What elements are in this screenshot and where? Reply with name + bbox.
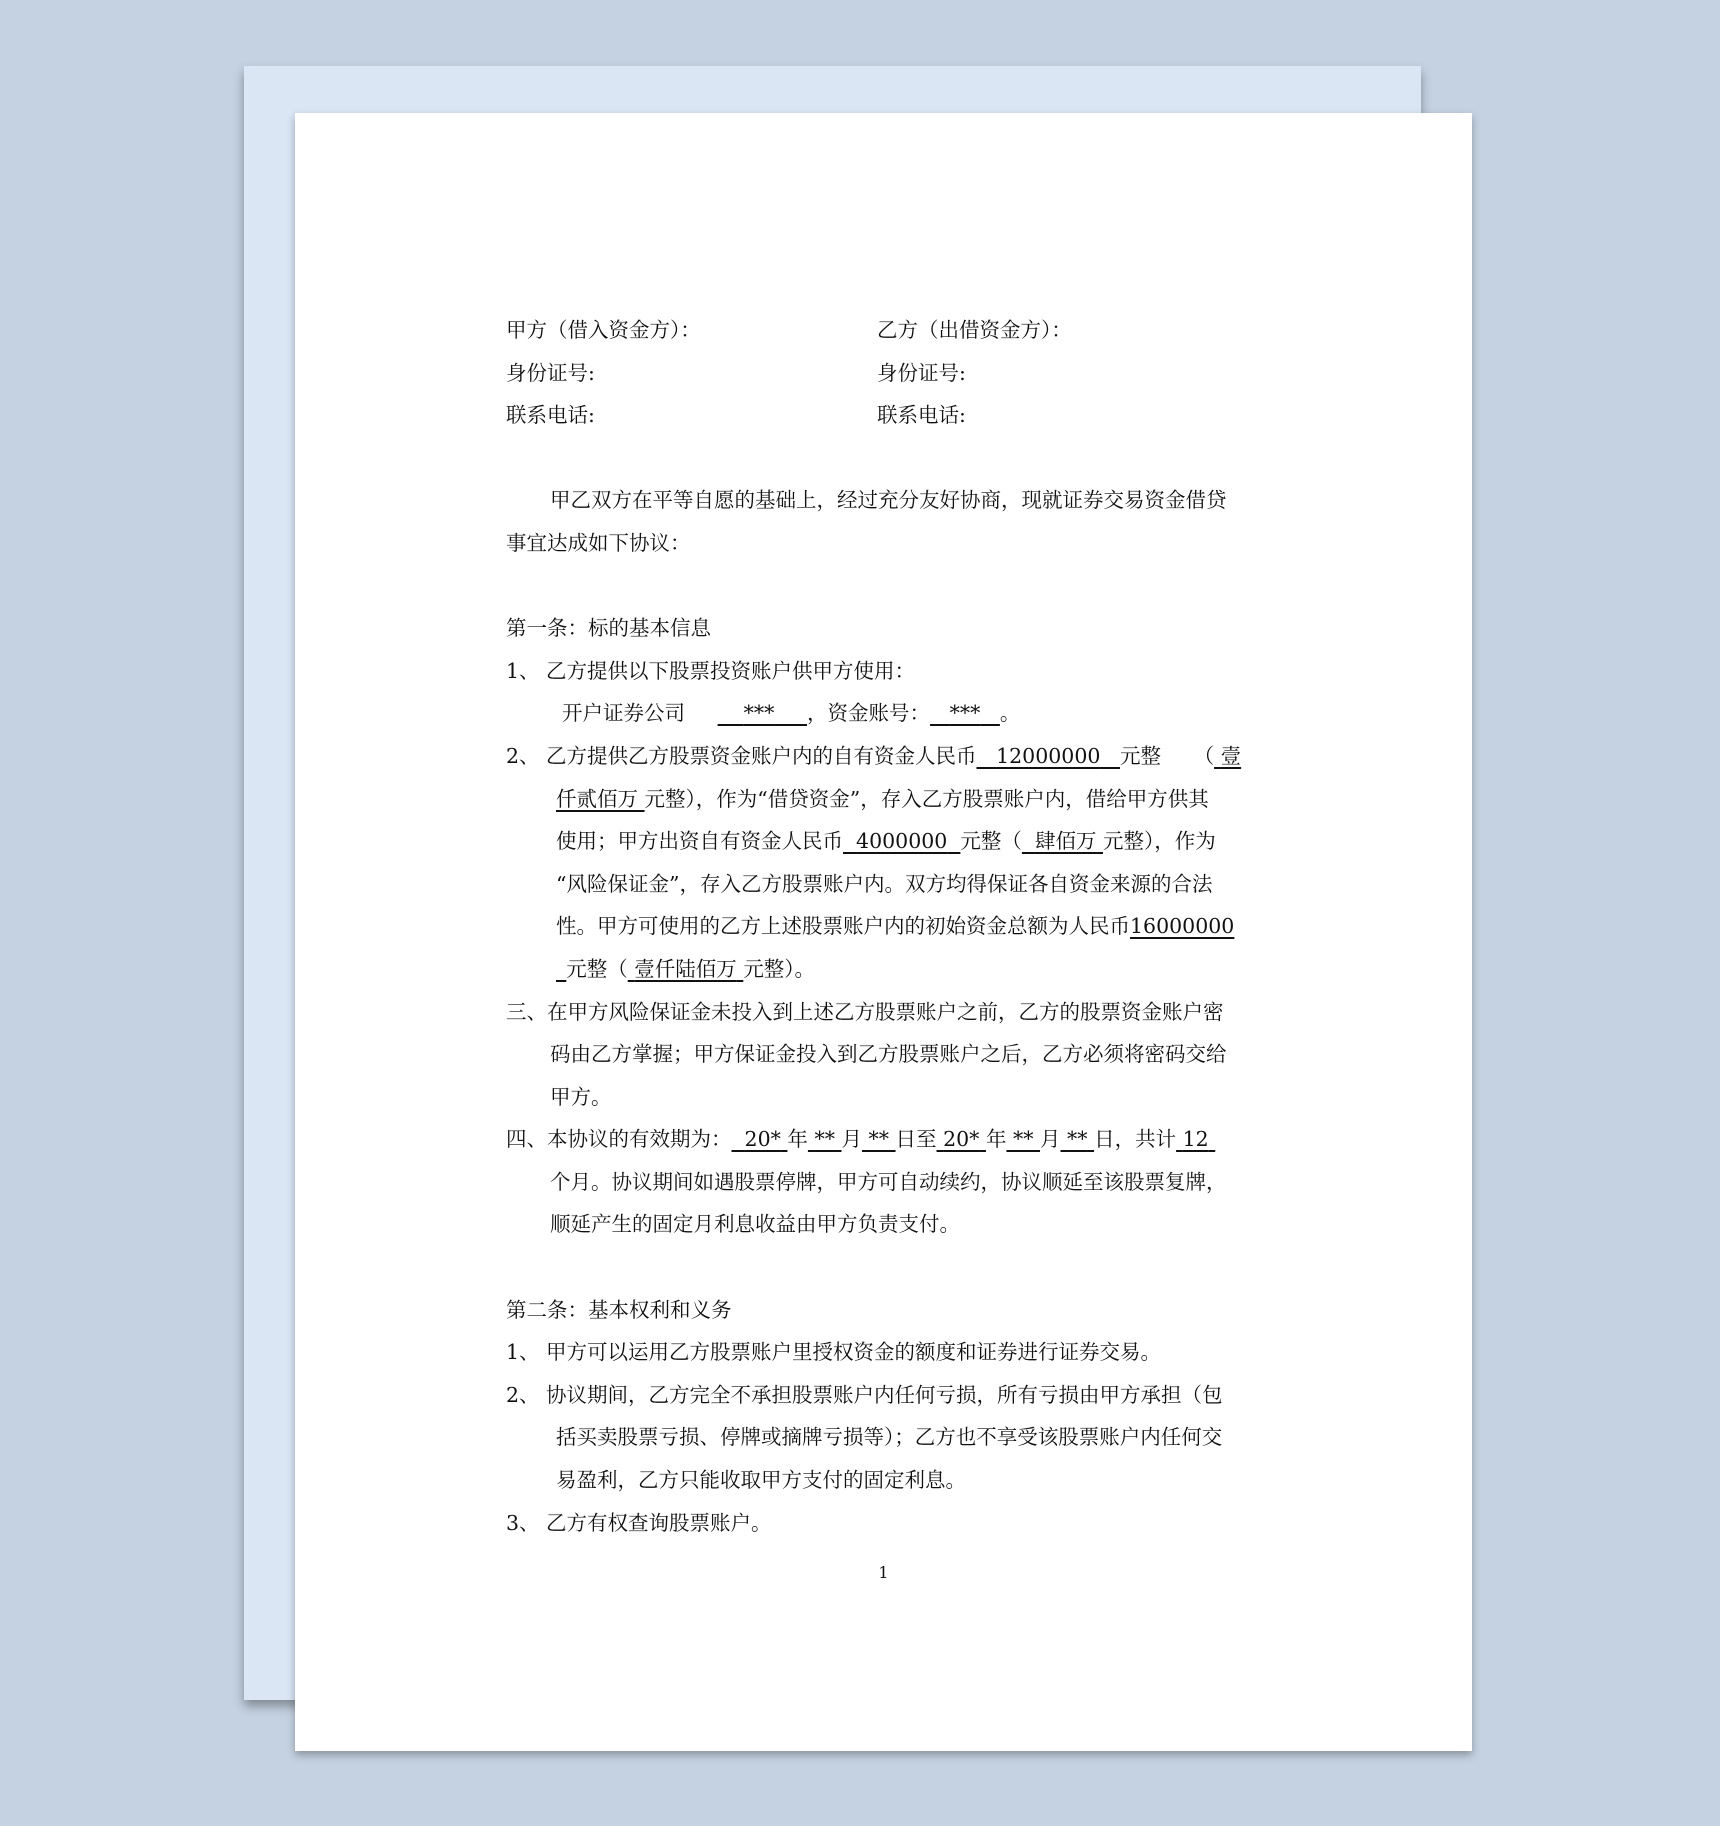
text: 元整（ xyxy=(566,956,628,981)
article1-item3-line2: 码由乙方掌握；甲方保证金投入到乙方股票账户之后，乙方必须将密码交给 xyxy=(550,1042,1227,1067)
article1-item3-line1: 三、在甲方风险保证金未投入到上述乙方股票账户之前，乙方的股票资金账户密 xyxy=(506,999,1224,1024)
account-value: *** xyxy=(949,701,981,726)
article1-item4-line1 xyxy=(506,1118,1326,1161)
article2-item2-line2: 括买卖股票亏损、停牌或摘牌亏损等）；乙方也不享受该股票账户内任何交 xyxy=(556,1425,1223,1450)
document-body xyxy=(506,309,1326,1544)
article2-item3 xyxy=(506,1502,1326,1545)
item-number: 1、 xyxy=(506,1340,540,1365)
text: 元整 xyxy=(1119,743,1161,768)
loan-amount-words-start: 壹 xyxy=(1220,743,1242,768)
text: 月 xyxy=(1040,1127,1061,1152)
article1-item2-line5 xyxy=(506,905,1326,948)
text: 性。甲方可使用的乙方上述股票账户内的初始资金总额为人民币 xyxy=(556,914,1130,939)
id-label-a: 身份证号: xyxy=(506,360,595,385)
broker-label: 开户证券公司 xyxy=(562,701,685,726)
id-row xyxy=(506,352,1326,395)
end-year: 20* xyxy=(943,1127,980,1152)
document-page xyxy=(295,113,1472,1751)
loan-amount-words-end: 仟贰佰万 xyxy=(556,786,638,811)
margin-amount-words: 肆佰万 xyxy=(1034,829,1097,854)
article2-item2-line1 xyxy=(506,1374,1326,1417)
text: 四、本协议的有效期为： xyxy=(506,1127,732,1152)
phone-label-b: 联系电话: xyxy=(877,403,966,428)
text: 元整（ xyxy=(960,829,1022,854)
article1-item3-line3: 甲方。 xyxy=(550,1084,612,1109)
start-day: ** xyxy=(868,1127,890,1152)
broker-value: *** xyxy=(743,701,775,726)
text: 元整）。 xyxy=(743,956,816,981)
article1-item2-line1 xyxy=(506,735,1326,778)
article2-title: 第二条：基本权利和义务 xyxy=(506,1297,732,1322)
party-a-label: 甲方（借入资金方）： xyxy=(506,318,701,342)
total-amount: 16000000 xyxy=(1130,914,1235,939)
account-label: ，资金账号： xyxy=(807,701,931,726)
item-text: 协议期间，乙方完全不承担股票账户内任何亏损，所有亏损由甲方承担（包 xyxy=(546,1382,1223,1407)
text: 日，共计 xyxy=(1094,1127,1177,1152)
article1-title: 第一条：标的基本信息 xyxy=(506,616,711,641)
text: 日至 xyxy=(895,1127,937,1152)
item-number: 1、 xyxy=(506,658,540,683)
article2-item1 xyxy=(506,1331,1326,1374)
item-number: 2、 xyxy=(506,1382,540,1407)
text: 元整），作为“借贷资金”，存入乙方股票账户内，借给甲方供其 xyxy=(644,786,1209,811)
end-day: ** xyxy=(1067,1127,1088,1152)
total-amount-words: 壹仟陆佰万 xyxy=(634,956,737,981)
article1-item1 xyxy=(506,650,1326,693)
article1-item4-line3: 顺延产生的固定月利息收益由甲方负责支付。 xyxy=(550,1212,960,1237)
end-month: ** xyxy=(1012,1127,1034,1152)
start-year: 20* xyxy=(744,1127,781,1152)
article1-item2-line4: “风险保证金”，存入乙方股票账户内。双方均得保证各自资金来源的合法 xyxy=(556,871,1213,896)
party-row xyxy=(506,309,1326,352)
phone-row xyxy=(506,394,1326,437)
intro-line-1: 甲乙双方在平等自愿的基础上，经过充分友好协商，现就证券交易资金借贷 xyxy=(550,488,1227,513)
party-b-label: 乙方（出借资金方）： xyxy=(877,318,1072,342)
term-months: 12 xyxy=(1182,1127,1209,1152)
text: 元整），作为 xyxy=(1102,829,1216,854)
period: 。 xyxy=(999,701,1021,726)
text: 月 xyxy=(841,1127,862,1152)
text: 使用；甲方出资自有资金人民币 xyxy=(556,829,843,854)
article1-item4-line2: 个月。协议期间如遇股票停牌，甲方可自动续约，协议顺延至该股票复牌， xyxy=(550,1169,1227,1194)
article1-item2-line2 xyxy=(506,778,1326,821)
text: 年 xyxy=(787,1127,808,1152)
item-text: 乙方有权查询股票账户。 xyxy=(546,1510,772,1535)
article1-item1-detail xyxy=(506,692,1326,735)
item-text: 甲方可以运用乙方股票账户里授权资金的额度和证券进行证券交易。 xyxy=(546,1340,1161,1365)
intro-line-2: 事宜达成如下协议： xyxy=(506,530,691,555)
total-amount-tail: _ xyxy=(556,956,567,981)
item-number: 3、 xyxy=(506,1510,540,1535)
article1-item2-line3 xyxy=(506,820,1326,863)
id-label-b: 身份证号: xyxy=(877,360,966,385)
item-text: 乙方提供以下股票投资账户供甲方使用： xyxy=(546,658,915,683)
loan-amount: 12000000 xyxy=(996,743,1101,768)
article2-item2-line3: 易盈利，乙方只能收取甲方支付的固定利息。 xyxy=(556,1468,966,1493)
text: （ xyxy=(1193,743,1215,768)
text: 乙方提供乙方股票资金账户内的自有资金人民币 xyxy=(546,743,977,768)
phone-label-a: 联系电话: xyxy=(506,403,595,428)
margin-amount: 4000000 xyxy=(856,829,948,854)
item-number: 2、 xyxy=(506,743,540,768)
text: 年 xyxy=(985,1127,1007,1152)
start-month: ** xyxy=(814,1127,835,1152)
page-number: 1 xyxy=(878,1563,889,1582)
article1-item2-line6 xyxy=(506,948,1326,991)
